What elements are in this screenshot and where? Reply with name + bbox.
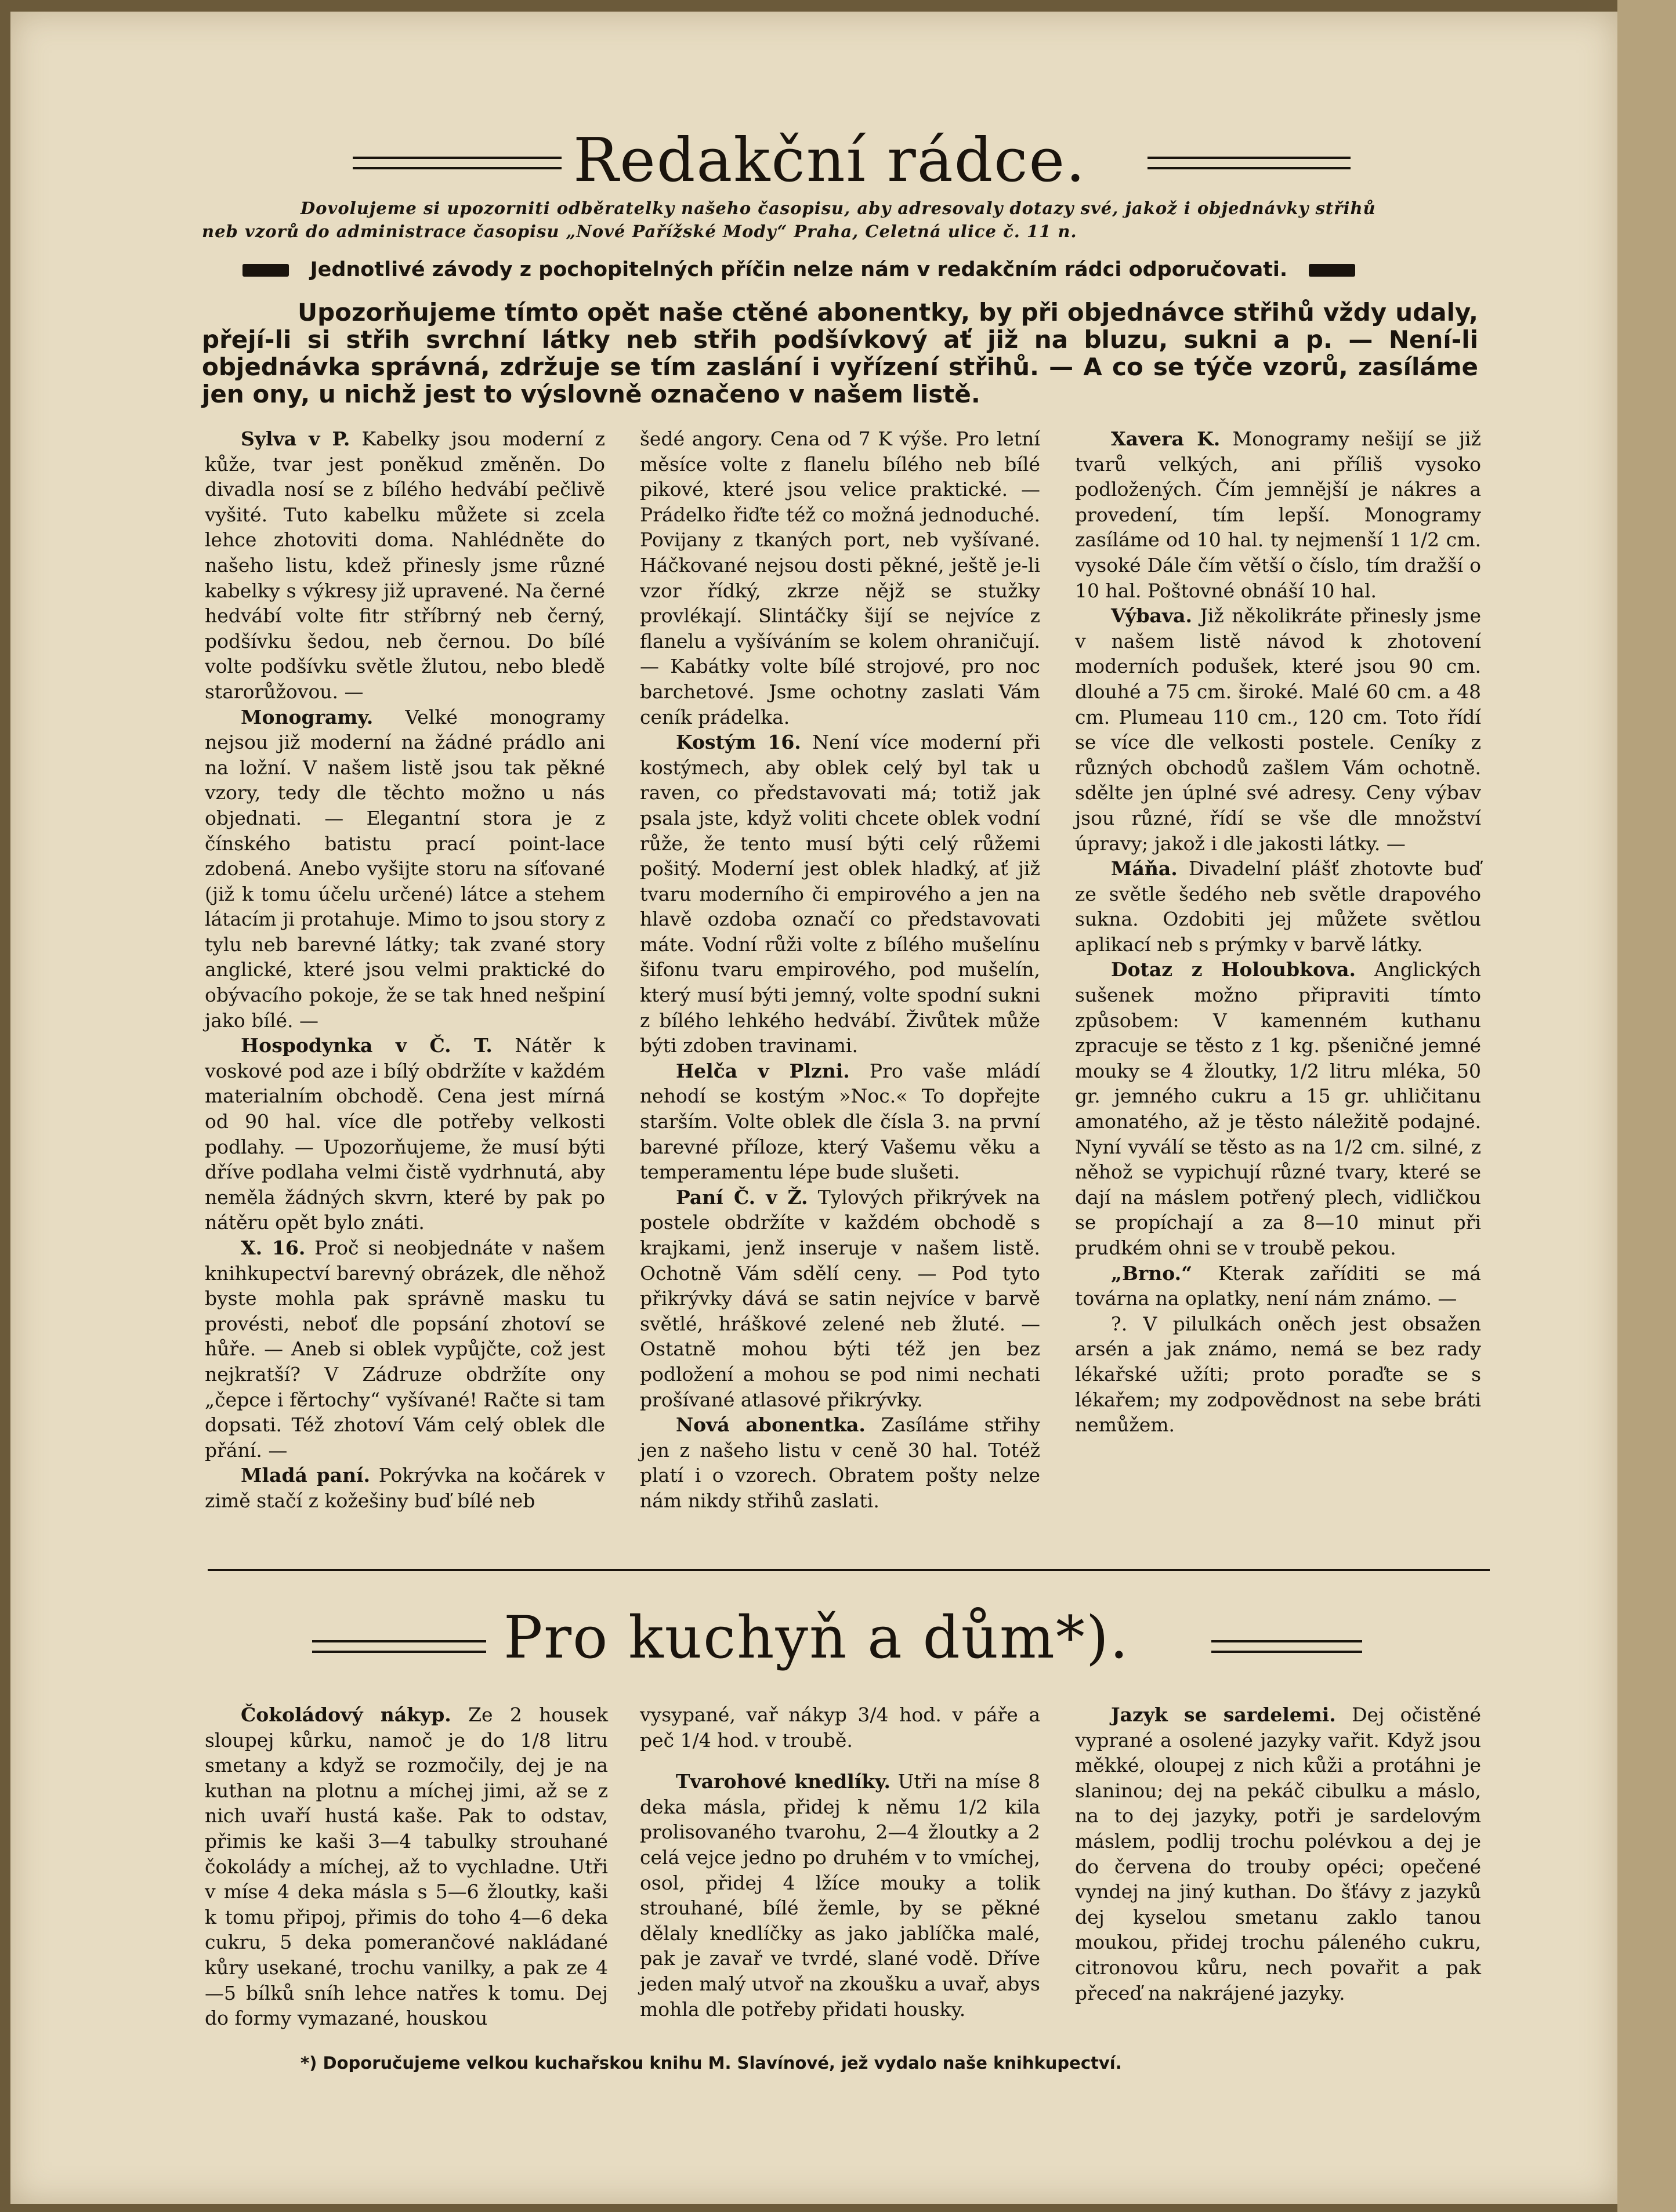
article-text: Dej očistěné vyprané a osolené jazyky vařit. Když jsou měkké, oloupej z nich kůži a protáhni je slaninou; dej na pekáč cibulku a máslo, na to dej jazyky, potři je sardelovým máslem, podlij trochu polévkou a dej je do červena do trouby opéci; opečené vyndej na jiný kuthan. Do šťávy z jazyků dej kyselou smetanu zaklo tanou moukou, přidej trochu páleného cukru, citronovou kůru, nech povařit a pak přeceď na nakrájené jazyky.: [1075, 1703, 1481, 2004]
article-text: Monogramy nešijí se již tvarů velkých, ani příliš vysoko podložených. Čím jemnější je nákres a provedení, tím lepší. Monogramy zasíláme od 10 hal. ty nejmenší 1 1/2 cm. vysoké Dále čím větší o číslo, tím dražší o 10 hal. Poštovné obnáší 10 hal.: [1075, 427, 1481, 602]
article-text: Proč si neobjednáte v našem knihkupectví barevný obrázek, dle něhož byste mohla pak správně masku tu provésti, neboť dle popsání zhotoví se hůře. — Aneb si oblek vypůjčte, což jest nejkratší? V Zádruze obdržíte ony „čepce i fěrtochy“ vyšívané! Račte si tam dopsati. Též zhotoví Vám celý oblek dle přání. —: [205, 1236, 605, 1462]
article-text: Tylových přikrývek na postele obdržíte v každém obchodě s krajkami, jenž inseruje v našem listě. Ochotně Vám sdělí ceny. — Pod tyto přikrývky dává se satin nejvíce v barvě světlé, hráškové zelené neb žluté. — Ostatně mohou býti též jen bez podložení a mohou se pod nimi nechati prošívané atlasové přikrývky.: [640, 1185, 1040, 1411]
ornament-rule-left: [353, 157, 562, 169]
article-text: Již několikráte přinesly jsme v našem listě návod k zhotovení moderních podušek, které jsou 90 cm. dlouhé a 75 cm. široké. Malé 60 cm. a 48 cm. Plumeau 110 cm., 120 cm. Toto řídí se více dle velkosti postele. Ceníky z různých obchodů zašlem Vám ochotně. sdělte jen úplné své adresy. Ceny výbav jsou různé, řídí se vše dle množství úpravy; jakož i dle jakosti látky. —: [1075, 604, 1481, 855]
article-text: Velké monogramy nejsou již moderní na žádné prádlo ani na ložní. V našem listě jsou tak pěkné vzory, tedy dle těchto možno u nás objednati. — Elegantní stora je z čínského batistu prací point-lace zdobená. Anebo vyšijte storu na síťované (již k tomu účelu určené) látce a stehem látacím ji protahuje. Mimo to jsou story z tylu neb barevné látky; tak zvané story anglické, které jsou velmi praktické do obývacího pokoje, že se tak hned nešpiní jako bílé. —: [205, 705, 605, 1032]
intro-line-2: neb vzorů do administrace časopisu „Nové Pařížské Mody“ Praha, Celetná ulice č. 11 n.: [202, 222, 1077, 241]
article-paragraph: [205, 426, 605, 705]
article-paragraph: [205, 1235, 605, 1463]
article-paragraph: [205, 1463, 605, 1513]
article-paragraph: [640, 1769, 1040, 2022]
article-paragraph: [1075, 1311, 1481, 1438]
article-text: Pokrývka na kočárek v zimě stačí z kožešiny buď bílé neb: [205, 1464, 605, 1512]
article-paragraph: [1075, 957, 1481, 1260]
article-paragraph: [1075, 426, 1481, 603]
article-paragraph: [640, 730, 1040, 1058]
article-lead: Mladá paní.: [241, 1464, 371, 1487]
article-lead: „Brno.“: [1111, 1261, 1193, 1285]
article-paragraph: [640, 426, 1040, 730]
article-text: Zasíláme střihy jen z našeho listu v ceně 30 hal. Totéž platí i o vzorech. Obratem pošty nelze nám nikdy střihů zaslati.: [640, 1413, 1041, 1512]
article-paragraph: [205, 705, 605, 1034]
article-text: Ze 2 housek sloupej kůrku, namoč je do 1/8 litru smetany a když se rozmočily, dej je na kuthan na plotnu a míchej jimi, až se z nich uvaří hustá kaše. Pak to odstav, přimis ke kaši 3—4 tabulky strouhané čokolády a míchej, až to vychladne. Utři v míse 4 deka másla s 5—6 žloutky, kaši k tomu připoj, přimis do toho 4—6 deka cukru, 5 deka pomerančové nakládané kůry usekané, trochu vanilky, a pak ze 4—5 bílků sníh lehce natřes k tomu. Dej do formy vymazané, houskou: [205, 1703, 608, 2030]
article-text: Anglických sušenek možno připraviti tímto způsobem: V kamenném kuthanu zpracuje se těsto z 1 kg. pšeničné jemné mouky se 4 žloutky, 1/2 litru mléka, 50 gr. jemného cukru a 15 gr. uhličitanu amonatého, až je těsto náležitě podajné. Nyní vyválí se těsto as na 1/2 cm. silné, z něhož se vypichují různé tvary, které se dají na máslem potřený plech, vidličkou se propíchají a za 8—10 minut při prudkém ohni se v troubě pekou.: [1075, 958, 1482, 1259]
article-lead: Helča v Plzni.: [676, 1059, 850, 1082]
section-title-redakcni: Redakční rádce.: [573, 125, 1087, 195]
redakcni-column-2: [640, 426, 1040, 1514]
article-lead: X. 16.: [241, 1236, 306, 1259]
article-lead: Xavera K.: [1111, 427, 1221, 450]
article-text: Není více moderní při kostýmech, aby oblek celý byl tak u raven, co představovati má; totiž jak psala jste, když voliti chcete oblek vodní růže, že tento musí býti celý růžemi pošitý. Moderní jest oblek hladký, ať již tvaru moderního či empirového a jen na hlavě ozdoba označí co představovati máte. Vodní růži volte z bílého mušelínu šifonu tvaru empirového, pod mušelín, který musí býti jemný, volte spodní sukni z bílého lehkého hedvábí. Živůtek může býti zdoben travinami.: [640, 731, 1040, 1057]
redakcni-column-1: [205, 426, 605, 1514]
kuchyn-column-2: [640, 1702, 1040, 2022]
redakcni-column-3: [1075, 426, 1481, 1438]
magazine-page: [10, 12, 1617, 2204]
article-text: Utři na míse 8 deka másla, přidej k němu 1/2 kila prolisovaného tvarohu, 2—4 žloutky a 2 celá vejce jedno po druhém v to vmíchej, osol, přidej 4 lžíce mouky a tolik strouhané, bílé žemle, by se pěkné dělaly knedlíčky as jako jablíčka malé, pak je zavař ve tvrdé, slané vodě. Dříve jeden malý utvoř na zkoušku a uvař, abys mohla dle potřeby přidati housky.: [640, 1770, 1040, 2021]
article-text: Pro vaše mládí nehodí se kostým »Noc.« To dopřejte starším. Volte oblek dle čísla 3. na první barevné příloze, který Vašemu věku a temperamentu lépe bude slušeti.: [640, 1059, 1040, 1184]
article-text: Divadelní plášť zhotovte buď ze světle šedého neb světle drapového sukna. Ozdobiti jej můžete světlou aplikací neb s prýmky v barvě látky.: [1075, 857, 1481, 956]
article-lead: Jazyk se sardelemi.: [1111, 1703, 1336, 1726]
article-lead: Dotaz z Holoubkova.: [1111, 958, 1356, 981]
footnote: *) Doporučujeme velkou kuchařskou knihu M. Slavínové, jež vydalo naše knihkupectví.: [301, 2053, 1122, 2073]
warning-line: [242, 258, 1355, 281]
article-lead: Nová abonentka.: [676, 1413, 866, 1437]
article-lead: Čokoládový nákyp.: [241, 1703, 451, 1726]
article-text: Kterak zaříditi se má továrna na oplatky, není nám známo. —: [1075, 1261, 1481, 1310]
article-paragraph: [640, 1185, 1040, 1412]
article-lead: Hospodynka v Č. T.: [241, 1034, 493, 1057]
article-lead: Výbava.: [1111, 604, 1192, 628]
article-lead: Kostým 16.: [676, 731, 801, 754]
section-title-kuchyn: Pro kuchyň a dům*).: [504, 1604, 1130, 1671]
article-text: vysypané, vař nákyp 3/4 hod. v páře a peč 1/4 hod. v troubě.: [640, 1703, 1040, 1752]
article-paragraph: [640, 1058, 1040, 1185]
article-paragraph: [640, 1412, 1040, 1513]
ornament-rule-right: [1211, 1640, 1362, 1653]
article-paragraph: [205, 1702, 608, 2031]
article-text: Kabelky jsou moderní z kůže, tvar jest poněkud změněn. Do divadla nosí se z bílého hedvábí pečlivě vyšité. Tuto kabelku můžete si zcela lehce zhotoviti doma. Nahlédněte do našeho listu, kdež přinesly jsme různé kabelky s výkresy již upravené. Na černé hedvábí volte fitr stříbrný neb černý, podšívku šedou, neb černou. Do bílé volte podšívku světle žlutou, nebo bledě starorůžovou. —: [205, 427, 605, 703]
subscriber-notice: Upozorňujeme tímto opět naše ctěné abonentky, by při objednávce střihů vždy udaly, přejí-li si střih svrchní látky neb střih podšívkový ať již na bluzu, sukni a p. — Není-li objednávka správná, zdržuje se tím zaslání i vyřízení střihů. — A co se týče vzorů, zasíláme jen ony, u nichž jest to výslovně označeno v našem listě.: [202, 298, 1478, 408]
article-lead: Paní Č. v Ž.: [676, 1185, 808, 1209]
warning-text: Jednotlivé závody z pochopitelných příčin nelze nám v redakčním rádci odporučovati.: [310, 258, 1288, 281]
ornament-rule-left: [312, 1640, 486, 1653]
article-text: Nátěr k voskové pod aze i bílý obdržíte v každém materialním obchodě. Cena jest mírná od 90 hal. více dle potřeby velkosti podlahy. — Upozorňujeme, že musí býti dříve podlaha velmi čistě vydrhnutá, aby neměla žádných skvrn, které by pak po nátěru opět bylo znáti.: [205, 1034, 605, 1234]
article-paragraph: [1075, 1702, 1481, 2006]
ornament-rule-right: [1148, 157, 1351, 169]
article-paragraph: [1075, 603, 1481, 856]
article-text: šedé angory. Cena od 7 K výše. Pro letní měsíce volte z flanelu bílého neb bílé pikové, které jsou velice praktické. — Prádelko řiďte též co možná jednoduché. Povijany z tkaných port, neb vyšívané. Háčkované nejsou dosti pěkné, ještě je-li vzor řídký, zkrze nějž se stužky provlékají. Slintáčky šijí se nejvíce z flanelu a vyšíváním se kolem ohraničují. — Kabátky volte bílé strojové, pro noc barchetové. Jsme ochotny zaslati Vám ceník prádelka.: [640, 427, 1040, 728]
article-lead: Tvarohové knedlíky.: [676, 1770, 891, 1793]
intro-line-1: Dovolujeme si upozorniti odběratelky našeho časopisu, aby adresovaly dotazy své, jakož i objednávky střihů: [301, 198, 1376, 218]
article-text: ?. V pilulkách oněch jest obsažen arsén a jak známo, nemá se bez rady lékařské užíti; proto poraďte se s lékařem; my zodpovědnost na sebe bráti nemůžem.: [1075, 1312, 1481, 1437]
kuchyn-column-1: [205, 1702, 608, 2031]
article-lead: Sylva v P.: [241, 427, 350, 450]
article-paragraph: [640, 1702, 1040, 1753]
section-divider: [208, 1569, 1490, 1571]
pointing-hand-icon: [242, 264, 289, 277]
article-lead: Máňa.: [1111, 857, 1178, 880]
kuchyn-column-3: [1075, 1702, 1481, 2006]
article-lead: Monogramy.: [241, 705, 374, 728]
adjacent-page-edge: [1617, 0, 1676, 2212]
pointing-hand-icon: [1309, 264, 1355, 277]
article-paragraph: [1075, 856, 1481, 957]
article-paragraph: [1075, 1261, 1481, 1311]
article-paragraph: [205, 1033, 605, 1235]
